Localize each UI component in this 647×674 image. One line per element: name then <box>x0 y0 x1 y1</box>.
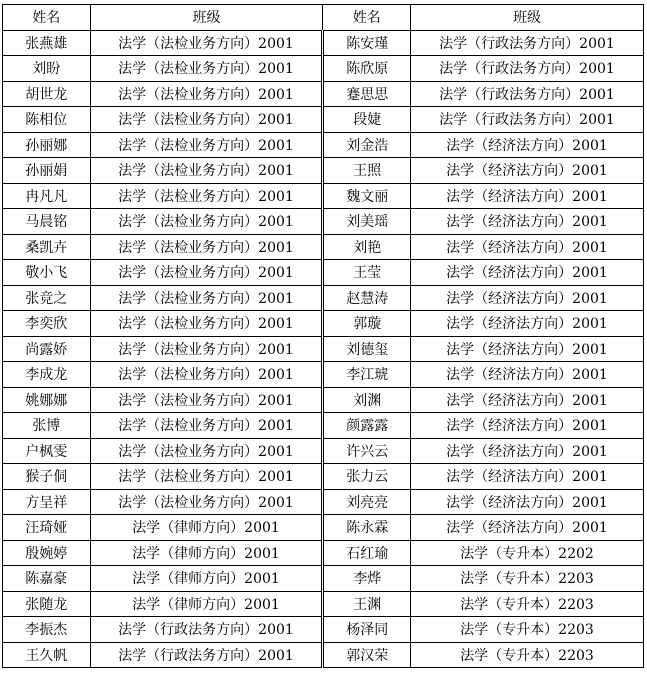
student-name-left: 张随龙 <box>3 591 91 617</box>
student-name-right: 王渊 <box>323 591 411 617</box>
student-class-left: 法学（法检业务方向）2001 <box>90 260 323 286</box>
student-name-right: 陈安瑾 <box>323 30 411 56</box>
table-header-row <box>3 5 644 31</box>
student-class-left: 法学（法检业务方向）2001 <box>90 30 323 56</box>
table-row <box>3 489 644 515</box>
student-name-left: 孙丽娟 <box>3 158 91 184</box>
table-row <box>3 311 644 337</box>
student-class-right: 法学（专升本）2203 <box>410 642 643 668</box>
table-row <box>3 81 644 107</box>
student-class-right: 法学（行政法务方向）2001 <box>410 56 643 82</box>
student-class-left: 法学（法检业务方向）2001 <box>90 387 323 413</box>
student-name-right: 刘金浩 <box>323 132 411 158</box>
student-class-left: 法学（律师方向）2001 <box>90 591 323 617</box>
student-class-left: 法学（律师方向）2001 <box>90 515 323 541</box>
header-name-left: 姓名 <box>3 5 91 31</box>
student-name-right: 魏文丽 <box>323 183 411 209</box>
student-class-left: 法学（法检业务方向）2001 <box>90 183 323 209</box>
student-class-right: 法学（经济法方向）2001 <box>410 464 643 490</box>
student-class-left: 法学（法检业务方向）2001 <box>90 132 323 158</box>
student-class-left: 法学（法检业务方向）2001 <box>90 438 323 464</box>
student-class-right: 法学（专升本）2203 <box>410 617 643 643</box>
table-row <box>3 438 644 464</box>
student-name-left: 冉凡凡 <box>3 183 91 209</box>
student-name-right: 蹇思思 <box>323 81 411 107</box>
student-name-left: 姚娜娜 <box>3 387 91 413</box>
student-class-left: 法学（法检业务方向）2001 <box>90 81 323 107</box>
table-row <box>3 56 644 82</box>
student-roster-table <box>2 4 644 668</box>
table-row <box>3 234 644 260</box>
student-name-right: 刘渊 <box>323 387 411 413</box>
student-name-left: 陈相位 <box>3 107 91 133</box>
student-class-left: 法学（法检业务方向）2001 <box>90 489 323 515</box>
student-class-left: 法学（法检业务方向）2001 <box>90 413 323 439</box>
student-class-right: 法学（专升本）2202 <box>410 540 643 566</box>
student-name-right: 郭璇 <box>323 311 411 337</box>
student-name-right: 李烨 <box>323 566 411 592</box>
student-name-left: 孙丽娜 <box>3 132 91 158</box>
student-class-left: 法学（法检业务方向）2001 <box>90 311 323 337</box>
student-class-left: 法学（法检业务方向）2001 <box>90 107 323 133</box>
table-row <box>3 515 644 541</box>
student-class-right: 法学（经济法方向）2001 <box>410 489 643 515</box>
table-row <box>3 285 644 311</box>
student-name-right: 颜露露 <box>323 413 411 439</box>
header-class-right: 班级 <box>410 5 643 31</box>
header-class-left: 班级 <box>90 5 323 31</box>
student-class-right: 法学（经济法方向）2001 <box>410 336 643 362</box>
student-name-right: 刘美瑶 <box>323 209 411 235</box>
student-name-left: 张燕雄 <box>3 30 91 56</box>
student-class-left: 法学（法检业务方向）2001 <box>90 362 323 388</box>
student-class-right: 法学（经济法方向）2001 <box>410 209 643 235</box>
student-class-left: 法学（法检业务方向）2001 <box>90 234 323 260</box>
student-class-right: 法学（经济法方向）2001 <box>410 234 643 260</box>
table-row <box>3 362 644 388</box>
student-class-right: 法学（经济法方向）2001 <box>410 183 643 209</box>
table-row <box>3 30 644 56</box>
student-class-right: 法学（经济法方向）2001 <box>410 285 643 311</box>
table-row <box>3 260 644 286</box>
student-name-left: 张竞之 <box>3 285 91 311</box>
roster-body <box>3 30 644 668</box>
student-class-left: 法学（行政法务方向）2001 <box>90 617 323 643</box>
student-name-right: 郭汉荣 <box>323 642 411 668</box>
student-name-right: 李江琥 <box>323 362 411 388</box>
student-class-left: 法学（法检业务方向）2001 <box>90 209 323 235</box>
table-row <box>3 413 644 439</box>
student-name-left: 王久帆 <box>3 642 91 668</box>
student-class-right: 法学（经济法方向）2001 <box>410 260 643 286</box>
table-row <box>3 387 644 413</box>
student-name-left: 马晨铭 <box>3 209 91 235</box>
table-row <box>3 132 644 158</box>
table-row <box>3 566 644 592</box>
student-class-right: 法学（专升本）2203 <box>410 591 643 617</box>
student-name-left: 殷婉婷 <box>3 540 91 566</box>
student-name-right: 张力云 <box>323 464 411 490</box>
student-class-left: 法学（法检业务方向）2001 <box>90 56 323 82</box>
table-row <box>3 336 644 362</box>
student-name-right: 刘亮亮 <box>323 489 411 515</box>
student-name-left: 猴子侗 <box>3 464 91 490</box>
student-class-right: 法学（经济法方向）2001 <box>410 362 643 388</box>
student-name-left: 户枫雯 <box>3 438 91 464</box>
student-class-right: 法学（专升本）2203 <box>410 566 643 592</box>
student-class-right: 法学（经济法方向）2001 <box>410 413 643 439</box>
student-name-right: 刘德玺 <box>323 336 411 362</box>
student-class-right: 法学（行政法务方向）2001 <box>410 107 643 133</box>
table-row <box>3 617 644 643</box>
student-name-right: 王莹 <box>323 260 411 286</box>
student-name-left: 张博 <box>3 413 91 439</box>
student-name-right: 王照 <box>323 158 411 184</box>
student-name-left: 方呈祥 <box>3 489 91 515</box>
student-name-right: 陈欣原 <box>323 56 411 82</box>
student-roster-document <box>2 4 644 668</box>
student-name-left: 胡世龙 <box>3 81 91 107</box>
student-name-right: 段婕 <box>323 107 411 133</box>
student-name-left: 汪琦娅 <box>3 515 91 541</box>
table-row <box>3 591 644 617</box>
table-row <box>3 209 644 235</box>
student-name-left: 陈嘉豪 <box>3 566 91 592</box>
student-class-left: 法学（法检业务方向）2001 <box>90 464 323 490</box>
student-name-left: 李成龙 <box>3 362 91 388</box>
student-class-left: 法学（律师方向）2001 <box>90 540 323 566</box>
student-name-right: 赵慧涛 <box>323 285 411 311</box>
student-class-left: 法学（行政法务方向）2001 <box>90 642 323 668</box>
table-row <box>3 107 644 133</box>
student-name-right: 陈永霖 <box>323 515 411 541</box>
student-name-left: 李振杰 <box>3 617 91 643</box>
student-class-left: 法学（法检业务方向）2001 <box>90 336 323 362</box>
student-class-right: 法学（经济法方向）2001 <box>410 158 643 184</box>
student-name-left: 桑凯卉 <box>3 234 91 260</box>
student-class-right: 法学（经济法方向）2001 <box>410 438 643 464</box>
student-class-left: 法学（法检业务方向）2001 <box>90 158 323 184</box>
student-class-right: 法学（经济法方向）2001 <box>410 311 643 337</box>
student-class-right: 法学（行政法务方向）2001 <box>410 30 643 56</box>
student-name-left: 敬小飞 <box>3 260 91 286</box>
student-name-left: 刘盼 <box>3 56 91 82</box>
student-class-right: 法学（行政法务方向）2001 <box>410 81 643 107</box>
table-row <box>3 183 644 209</box>
student-class-right: 法学（经济法方向）2001 <box>410 515 643 541</box>
student-class-left: 法学（法检业务方向）2001 <box>90 285 323 311</box>
student-name-right: 杨泽同 <box>323 617 411 643</box>
table-row <box>3 464 644 490</box>
student-name-left: 尚露娇 <box>3 336 91 362</box>
table-row <box>3 642 644 668</box>
student-class-right: 法学（经济法方向）2001 <box>410 387 643 413</box>
student-class-left: 法学（律师方向）2001 <box>90 566 323 592</box>
header-name-right: 姓名 <box>323 5 411 31</box>
student-class-right: 法学（经济法方向）2001 <box>410 132 643 158</box>
student-name-right: 许兴云 <box>323 438 411 464</box>
table-row <box>3 540 644 566</box>
student-name-right: 刘艳 <box>323 234 411 260</box>
table-row <box>3 158 644 184</box>
student-name-right: 石红瑜 <box>323 540 411 566</box>
student-name-left: 李奕欣 <box>3 311 91 337</box>
